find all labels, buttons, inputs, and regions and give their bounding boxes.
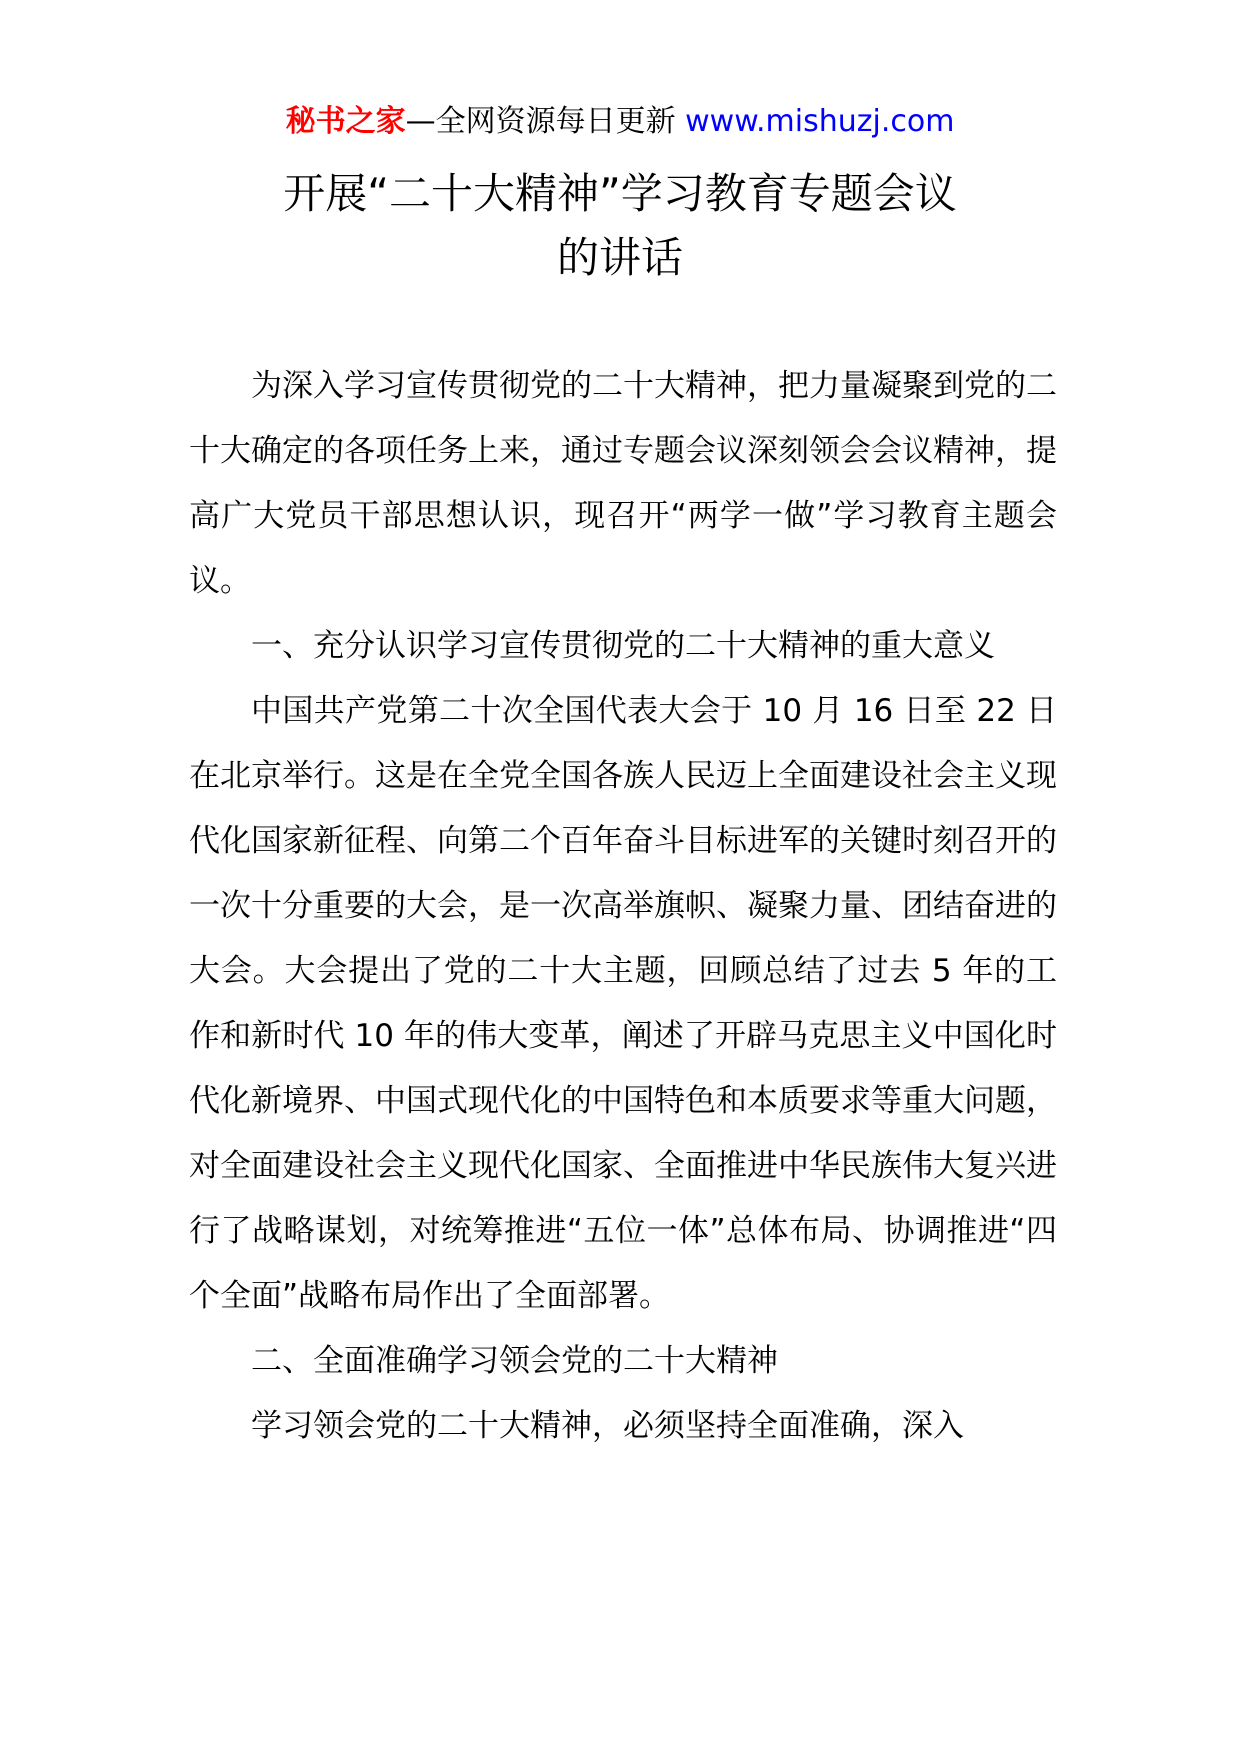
section-heading-2: 二、全面准确学习领会党的二十大精神 [251, 1343, 778, 1379]
title-line-1: 开展“二十大精神”学习教育专题会议 [283, 169, 957, 218]
paragraph-background: 中国共产党第二十次全国代表大会于 10 月 16 日至 22 日在北京举行。这是在全党全国各族人民迈上全面建设社会主义现代化国家新征程、向第二个百年奋斗目标进军的关键时刻召开的一次十分重要的大会，是一次高举旗帜、凝聚力量、团结奋进的大会。大会提出了党的二十大主题，回顾总结了过去 5 年的工作和新时代 10 年的伟大变革，阐述了开辟马克思主义中国化时代化新境界、中国式现代化的中国特色和本质要求等重大问题，对全面建设社会主义现代化国家、全面推进中华民族伟大复兴进行了战略谋划，对统筹推进“五位一体”总体布局、协调推进“四个全面”战略布局作出了全面部署。 [189, 693, 1057, 1314]
paragraph-intro: 为深入学习宣传贯彻党的二十大精神，把力量凝聚到党的二十大确定的各项任务上来，通过专题会议深刻领会会议精神，提高广大党员干部思想认识，现召开“两学一做”学习教育主题会议。 [189, 368, 1057, 599]
site-header [0, 100, 1240, 144]
title-line-2: 的讲话 [556, 233, 683, 282]
header-slogan: —全网资源每日更新 [405, 104, 686, 139]
document-title [0, 162, 1240, 290]
section-heading-1: 一、充分认识学习宣传贯彻党的二十大精神的重大意义 [251, 628, 995, 664]
document-body [189, 354, 1057, 1459]
brand-name: 秘书之家 [285, 104, 406, 139]
paragraph-study: 学习领会党的二十大精神，必须坚持全面准确，深入 [251, 1408, 964, 1444]
site-url: www.mishuzj.com [685, 104, 955, 139]
